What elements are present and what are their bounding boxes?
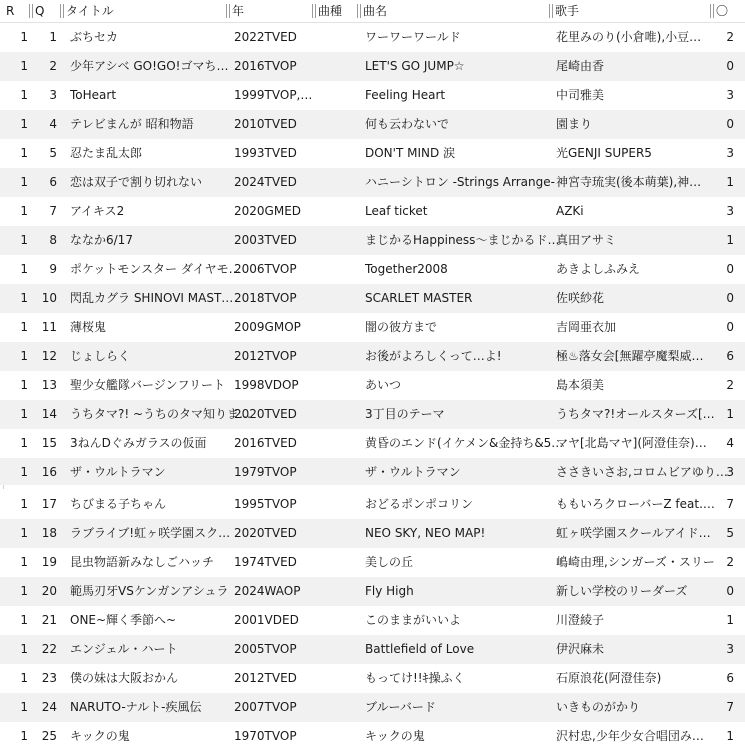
cell-year: 2020TVED <box>234 407 297 421</box>
table-row[interactable] <box>0 635 745 664</box>
cell-song: Leaf ticket <box>365 204 428 218</box>
cell-count: 1 <box>726 613 734 627</box>
cell-q: 20 <box>41 584 57 598</box>
cell-year: 2012TVOP <box>234 349 297 363</box>
cell-artist: 吉岡亜衣加 <box>556 320 617 334</box>
table-row[interactable] <box>0 110 745 139</box>
cell-q: 15 <box>41 436 57 450</box>
cell-q: 5 <box>49 146 57 160</box>
cell-song: DON'T MIND 涙 <box>365 146 456 160</box>
cell-song: ワーワーワールド <box>365 30 461 44</box>
cell-song: 黄昏のエンド(イケメン&金持ち&5… <box>365 436 564 450</box>
column-header-q[interactable]: Q <box>27 0 58 22</box>
cell-title: 僕の妹は大阪おかん <box>70 671 179 685</box>
cell-count: 1 <box>726 729 734 743</box>
cell-count: 3 <box>726 465 734 479</box>
cell-q: 11 <box>41 320 57 334</box>
cell-q: 13 <box>41 378 57 392</box>
cell-artist: ささきいさお,コロムビアゆり… <box>556 465 728 479</box>
cell-q: 18 <box>41 526 57 540</box>
cell-artist: 川澄綾子 <box>556 613 605 627</box>
cell-genre <box>316 722 356 751</box>
cell-year: 2001VDED <box>234 613 299 627</box>
column-header-year[interactable]: 年 <box>224 0 310 22</box>
cell-q: 16 <box>41 465 57 479</box>
cell-title: ちびまる子ちゃん <box>70 497 167 511</box>
table-row[interactable] <box>0 313 745 342</box>
cell-artist: 極♨落女会[無躍亭魔梨威… <box>556 349 704 363</box>
table-row[interactable] <box>0 139 745 168</box>
cell-year: 2022TVED <box>234 30 297 44</box>
cell-count: 3 <box>726 88 734 102</box>
cell-artist: 花里みのり(小倉唯),小豆… <box>556 30 702 44</box>
table-row[interactable] <box>0 226 745 255</box>
table-row[interactable] <box>0 400 745 429</box>
cell-song: 3丁目のテーマ <box>365 407 445 421</box>
cell-q: 22 <box>41 642 57 656</box>
cell-song: あいつ <box>365 378 402 392</box>
cell-r: 1 <box>20 729 28 743</box>
cell-title: うちタマ?! ~うちのタマ知りま… <box>70 407 252 421</box>
cell-count: 0 <box>726 59 734 73</box>
cell-r: 1 <box>20 291 28 305</box>
cell-year: 1974TVED <box>234 555 297 569</box>
cell-artist: 嶋崎由理,シンガーズ・スリー <box>556 555 715 569</box>
cell-artist: 真田アサミ <box>556 233 617 247</box>
cell-artist: 佐咲紗花 <box>556 291 605 305</box>
cell-artist: いきものがかり <box>556 700 641 714</box>
cell-q: 17 <box>41 497 57 511</box>
cell-artist: 虹ヶ咲学園スクールアイド… <box>556 526 711 540</box>
cell-song: ハニーシトロン -Strings Arrange- <box>365 175 555 189</box>
cell-artist: 島本須美 <box>556 378 605 392</box>
table-row[interactable] <box>0 371 745 400</box>
cell-genre <box>316 577 356 606</box>
cell-r: 1 <box>20 465 28 479</box>
cell-r: 1 <box>20 671 28 685</box>
cell-song: Feeling Heart <box>365 88 446 102</box>
cell-genre <box>316 284 356 313</box>
cell-r: 1 <box>20 407 28 421</box>
cell-genre <box>316 313 356 342</box>
cell-r: 1 <box>20 526 28 540</box>
column-header-r[interactable]: R <box>6 4 15 18</box>
cell-year: 1979TVOP <box>234 465 297 479</box>
table-row[interactable] <box>0 693 745 722</box>
cell-year: 1999TVOP,… <box>234 88 313 102</box>
cell-title: ザ・ウルトラマン <box>70 465 166 479</box>
cell-r: 1 <box>20 555 28 569</box>
cell-artist: ももいろクローバーZ feat.… <box>556 497 715 511</box>
cell-year: 2006TVOP <box>234 262 297 276</box>
cell-song: SCARLET MASTER <box>365 291 473 305</box>
cell-genre <box>316 635 356 664</box>
cell-count: 7 <box>726 497 734 511</box>
cell-q: 23 <box>41 671 57 685</box>
cell-r: 1 <box>20 59 28 73</box>
cell-r: 1 <box>20 175 28 189</box>
cell-genre <box>316 693 356 722</box>
cell-year: 2009GMOP <box>234 320 301 334</box>
cell-song: ザ・ウルトラマン <box>365 465 461 479</box>
cell-title: NARUTO-ナルト-疾風伝 <box>70 700 202 714</box>
cell-artist: マヤ[北島マヤ](阿澄佳奈)… <box>556 436 707 450</box>
table-row[interactable] <box>0 23 745 52</box>
cell-year: 1995TVOP <box>234 497 297 511</box>
list-separator <box>0 485 745 489</box>
column-header-title[interactable]: タイトル <box>58 0 224 22</box>
cell-genre <box>316 110 356 139</box>
cell-year: 2024WAOP <box>234 584 301 598</box>
cell-count: 7 <box>726 700 734 714</box>
cell-artist: 尾崎由香 <box>556 59 605 73</box>
cell-song: Together2008 <box>365 262 448 276</box>
cell-song: お後がよろしくって…よ! <box>365 349 502 363</box>
cell-title: 聖少女艦隊バージンフリート <box>70 378 225 392</box>
cell-song: キックの鬼 <box>365 729 425 743</box>
cell-q: 12 <box>41 349 57 363</box>
cell-year: 1970TVOP <box>234 729 297 743</box>
cell-title: 範馬刃牙VSケンガンアシュラ <box>70 584 229 598</box>
cell-title: じょしらく <box>70 349 131 363</box>
cell-title: ポケットモンスター ダイヤモ… <box>70 262 241 276</box>
cell-q: 9 <box>49 262 57 276</box>
cell-r: 1 <box>20 642 28 656</box>
cell-count: 4 <box>726 436 734 450</box>
cell-year: 2020TVED <box>234 526 297 540</box>
cell-title: テレビまんが 昭和物語 <box>70 117 194 131</box>
cell-year: 1993TVED <box>234 146 297 160</box>
cell-artist: AZKi <box>556 204 584 218</box>
cell-song: NEO SKY, NEO MAP! <box>365 526 486 540</box>
column-header-count[interactable]: 〇 <box>708 0 745 22</box>
cell-artist: 光GENJI SUPER5 <box>556 146 652 160</box>
cell-count: 0 <box>726 320 734 334</box>
cell-year: 2024TVED <box>234 175 297 189</box>
cell-count: 0 <box>726 291 734 305</box>
cell-count: 1 <box>726 407 734 421</box>
cell-artist: 中司雅美 <box>556 88 605 102</box>
table-row[interactable] <box>0 429 745 458</box>
column-header-genre[interactable]: 曲種 <box>310 0 355 22</box>
table-row[interactable] <box>0 81 745 110</box>
cell-count: 1 <box>726 233 734 247</box>
cell-genre <box>316 255 356 284</box>
cell-song: Battlefield of Love <box>365 642 475 656</box>
cell-r: 1 <box>20 30 28 44</box>
cell-genre <box>316 23 356 52</box>
table-row[interactable] <box>0 52 745 81</box>
cell-q: 14 <box>41 407 57 421</box>
cell-genre <box>316 490 356 519</box>
cell-genre <box>316 168 356 197</box>
cell-count: 3 <box>726 204 734 218</box>
table-row[interactable] <box>0 490 745 519</box>
cell-count: 2 <box>726 555 734 569</box>
cell-title: ぶちセカ <box>70 30 119 44</box>
cell-title: ななか6/17 <box>70 233 133 247</box>
cell-song: 美しの丘 <box>365 555 414 569</box>
cell-song: ブルーバード <box>365 700 436 714</box>
table-row[interactable] <box>0 255 745 284</box>
cell-song: このままがいいよ <box>365 613 462 627</box>
cell-r: 1 <box>20 117 28 131</box>
cell-song: もってけ!!ｷ操ふく <box>365 671 465 685</box>
cell-q: 3 <box>49 88 57 102</box>
cell-artist: うちタマ?!オールスターズ[… <box>556 407 715 421</box>
cell-q: 4 <box>49 117 57 131</box>
cell-title: 薄桜鬼 <box>70 320 107 334</box>
cell-title: ONE~輝く季節へ~ <box>70 613 177 627</box>
cell-count: 0 <box>726 584 734 598</box>
cell-song: LET'S GO JUMP☆ <box>365 59 465 73</box>
cell-song: Fly High <box>365 584 414 598</box>
cell-genre <box>316 519 356 548</box>
table-row[interactable] <box>0 458 745 487</box>
cell-title: 3ねんDぐみガラスの仮面 <box>70 436 207 450</box>
cell-artist: 神宮寺琉実(後本萌葉),神… <box>556 175 702 189</box>
table-row[interactable] <box>0 577 745 606</box>
cell-count: 2 <box>726 378 734 392</box>
cell-title: キックの鬼 <box>70 729 130 743</box>
cell-q: 8 <box>49 233 57 247</box>
cell-genre <box>316 606 356 635</box>
cell-q: 1 <box>49 30 57 44</box>
cell-r: 1 <box>20 320 28 334</box>
column-header-artist[interactable]: 歌手 <box>547 0 708 22</box>
cell-genre <box>316 664 356 693</box>
cell-song: おどるポンポコリン <box>365 497 474 511</box>
cell-count: 6 <box>726 671 734 685</box>
cell-q: 2 <box>49 59 57 73</box>
cell-artist: 石原浪花(阿澄佳奈) <box>556 671 662 685</box>
cell-year: 2020GMED <box>234 204 302 218</box>
cell-genre <box>316 52 356 81</box>
column-header-song[interactable]: 曲名 <box>355 0 547 22</box>
cell-r: 1 <box>20 613 28 627</box>
cell-year: 2016TVED <box>234 436 297 450</box>
cell-count: 1 <box>726 175 734 189</box>
cell-year: 2018TVOP <box>234 291 297 305</box>
cell-count: 0 <box>726 117 734 131</box>
cell-song: 闇の彼方まで <box>365 320 438 334</box>
cell-r: 1 <box>20 584 28 598</box>
cell-genre <box>316 458 356 487</box>
cell-year: 2003TVED <box>234 233 297 247</box>
cell-count: 3 <box>726 146 734 160</box>
table-row[interactable] <box>0 606 745 635</box>
cell-title: アイキス2 <box>70 204 125 218</box>
cell-title: ToHeart <box>70 88 117 102</box>
table-row[interactable] <box>0 197 745 226</box>
cell-r: 1 <box>20 146 28 160</box>
cell-year: 1998VDOP <box>234 378 299 392</box>
cell-year: 2016TVOP <box>234 59 297 73</box>
table-row[interactable] <box>0 548 745 577</box>
cell-year: 2012TVED <box>234 671 297 685</box>
cell-q: 21 <box>41 613 57 627</box>
table-row[interactable] <box>0 342 745 371</box>
cell-r: 1 <box>20 436 28 450</box>
cell-q: 6 <box>49 175 57 189</box>
cell-title: ラブライブ!虹ヶ咲学園スク… <box>70 526 231 540</box>
cell-q: 10 <box>41 291 57 305</box>
table-row[interactable] <box>0 722 745 751</box>
cell-title: 恋は双子で割り切れない <box>70 175 203 189</box>
cell-r: 1 <box>20 349 28 363</box>
cell-genre <box>316 429 356 458</box>
cell-genre <box>316 139 356 168</box>
cell-artist: 伊沢麻未 <box>556 642 605 656</box>
cell-r: 1 <box>20 378 28 392</box>
cell-q: 25 <box>41 729 57 743</box>
cell-genre <box>316 226 356 255</box>
table-row[interactable] <box>0 664 745 693</box>
cell-r: 1 <box>20 204 28 218</box>
cell-artist: あきよしふみえ <box>556 262 641 276</box>
cell-q: 19 <box>41 555 57 569</box>
cell-artist: 園まり <box>556 117 593 131</box>
table-row[interactable] <box>0 519 745 548</box>
cell-title: 少年アシベ GO!GO!ゴマち… <box>70 59 229 73</box>
cell-title: エンジェル・ハート <box>70 642 178 656</box>
cell-genre <box>316 81 356 110</box>
cell-genre <box>316 400 356 429</box>
cell-count: 2 <box>726 30 734 44</box>
cell-r: 1 <box>20 497 28 511</box>
cell-genre <box>316 342 356 371</box>
cell-song: 何も云わないで <box>365 117 450 131</box>
cell-artist: 新しい学校のリーダーズ <box>556 584 688 598</box>
cell-title: 閃乱カグラ SHINOVI MAST… <box>70 291 234 305</box>
cell-song: まじかるHappiness〜まじかるド… <box>365 233 560 247</box>
cell-title: 忍たま乱太郎 <box>70 146 143 160</box>
cell-genre <box>316 371 356 400</box>
cell-r: 1 <box>20 233 28 247</box>
column-header-row <box>0 0 745 23</box>
table-row[interactable] <box>0 168 745 197</box>
cell-r: 1 <box>20 700 28 714</box>
cell-q: 7 <box>49 204 57 218</box>
cell-year: 2005TVOP <box>234 642 297 656</box>
cell-artist: 沢村忠,少年少女合唱団み… <box>556 729 704 743</box>
cell-year: 2007TVOP <box>234 700 297 714</box>
table-row[interactable] <box>0 284 745 313</box>
cell-r: 1 <box>20 262 28 276</box>
cell-count: 5 <box>726 526 734 540</box>
cell-title: 昆虫物語新みなしごハッチ <box>70 555 215 569</box>
cell-count: 0 <box>726 262 734 276</box>
cell-year: 2010TVED <box>234 117 297 131</box>
cell-genre <box>316 197 356 226</box>
cell-count: 6 <box>726 349 734 363</box>
cell-genre <box>316 548 356 577</box>
cell-r: 1 <box>20 88 28 102</box>
cell-q: 24 <box>41 700 57 714</box>
cell-count: 3 <box>726 642 734 656</box>
